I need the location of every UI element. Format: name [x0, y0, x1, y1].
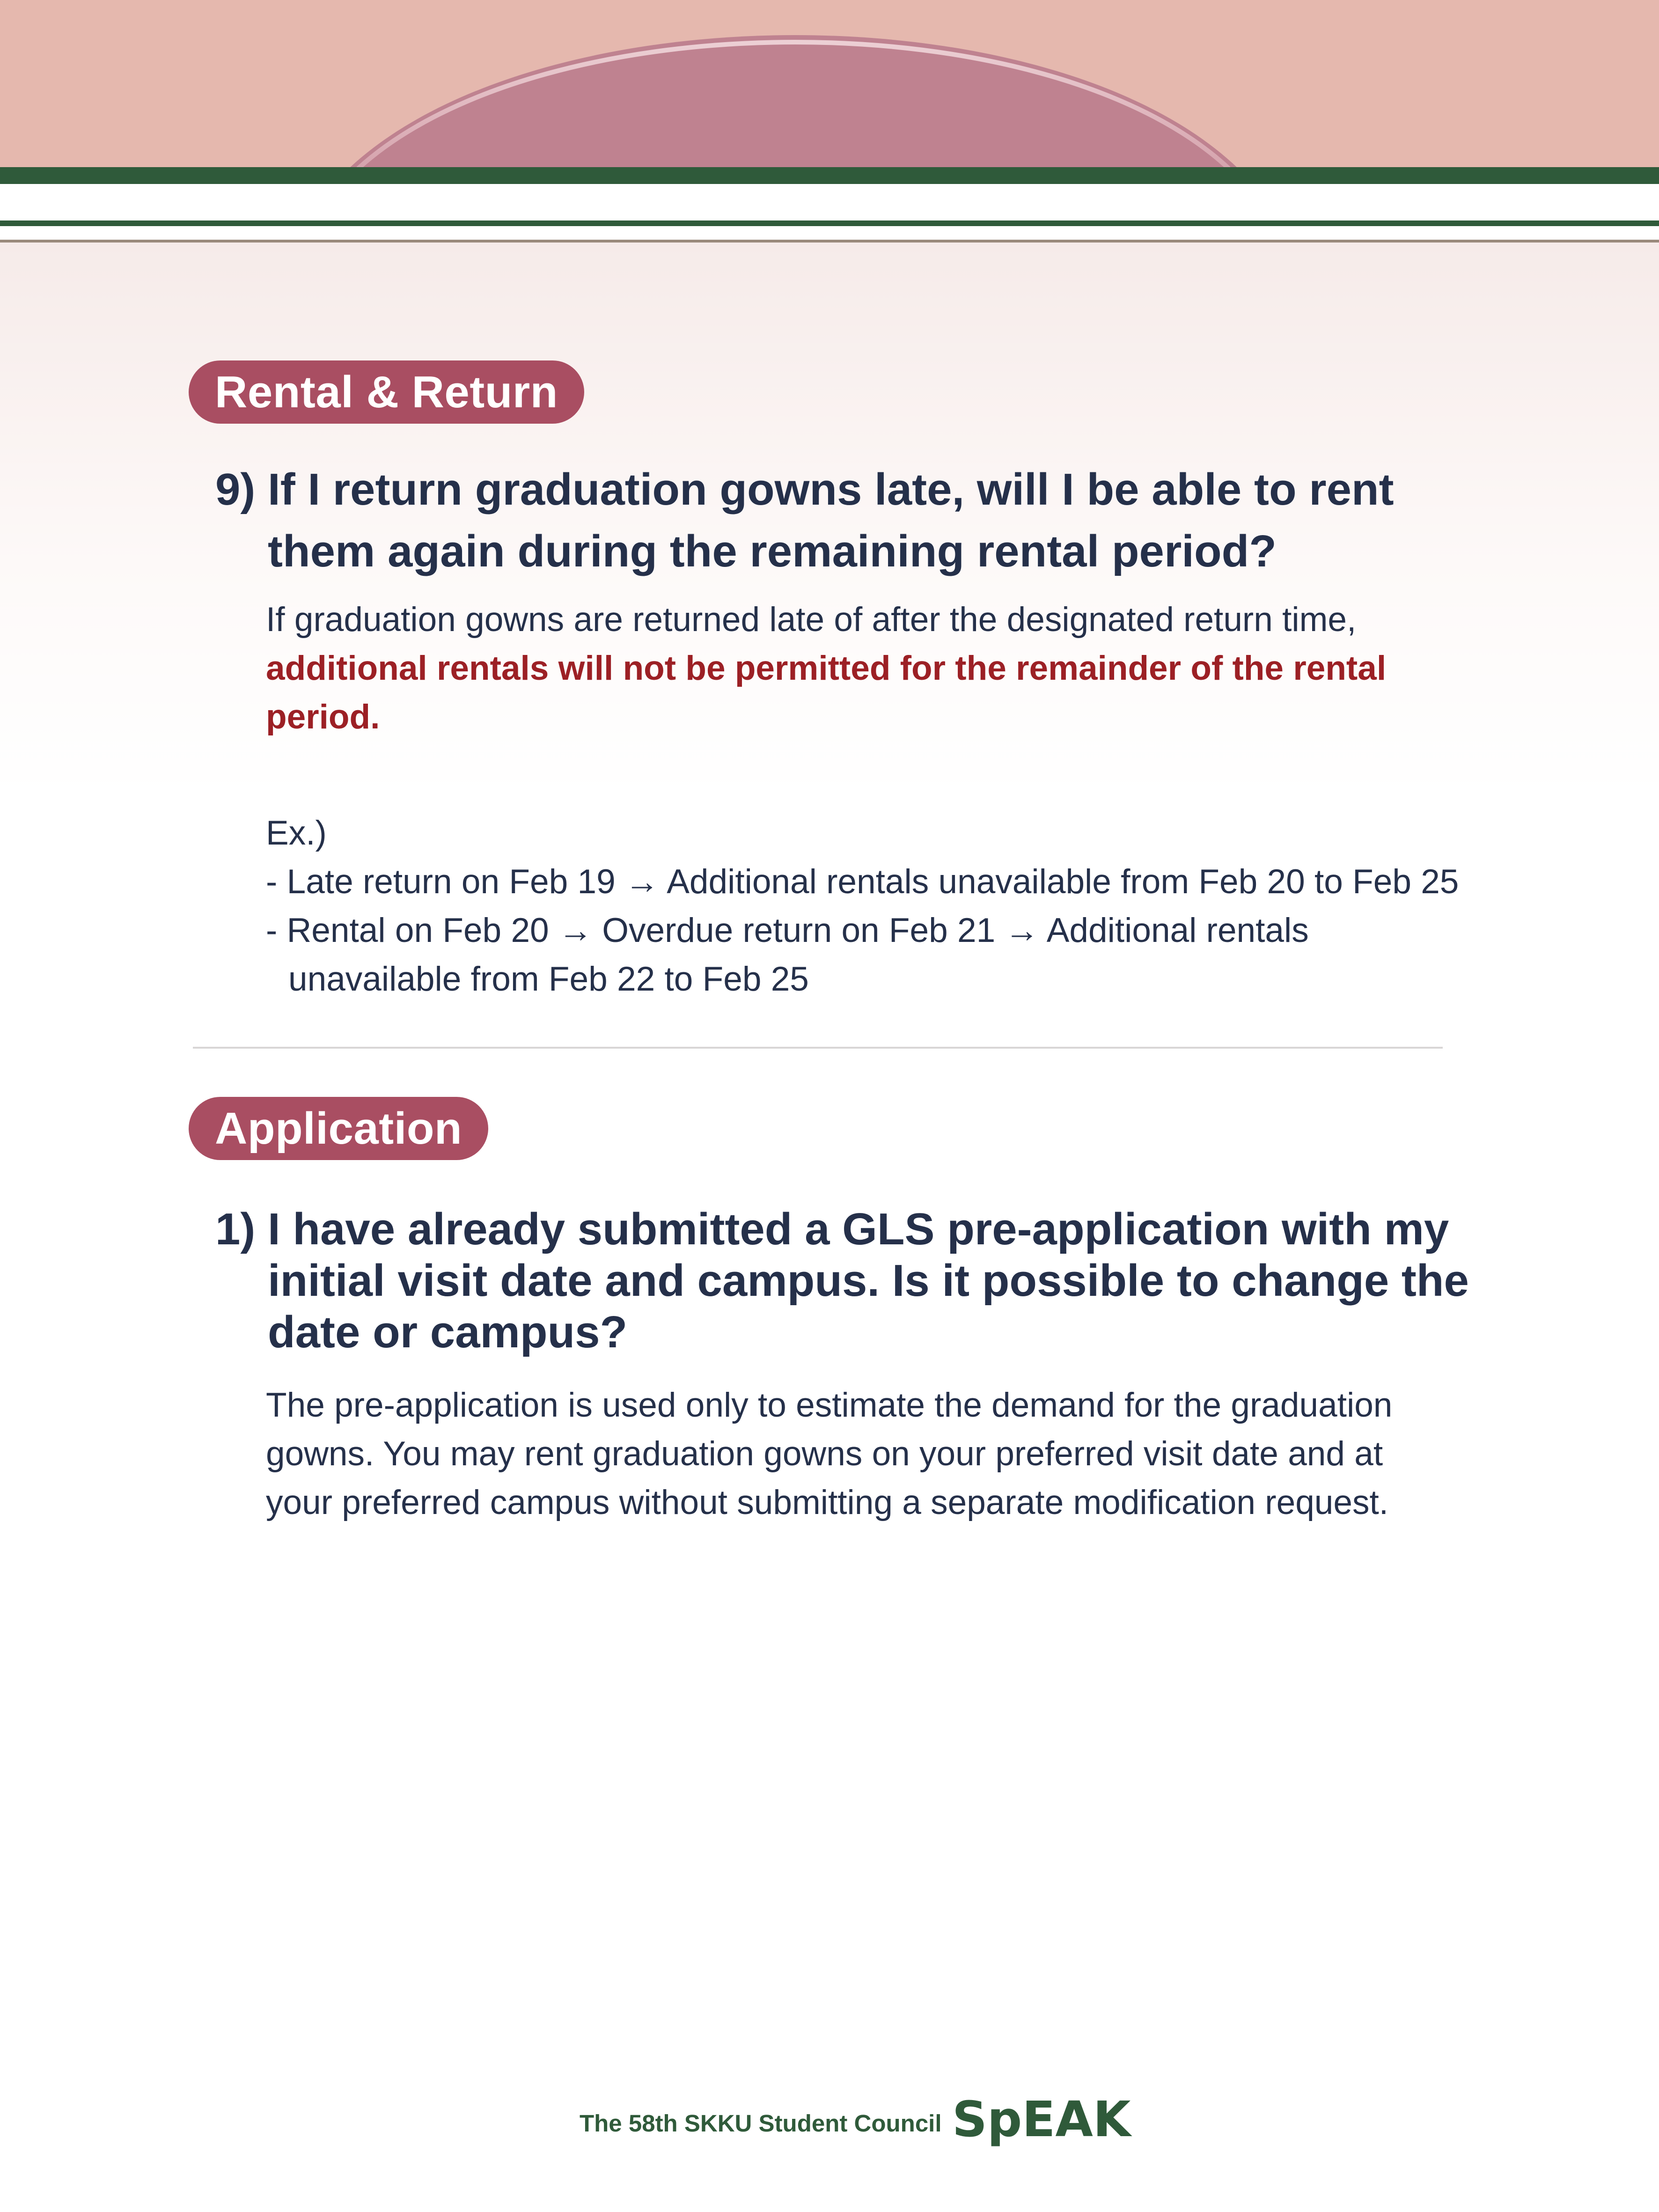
- header-stripe-mid: [0, 220, 1659, 226]
- question-line: 9) If I return graduation gowns late, will I be able to rent: [215, 464, 1394, 514]
- question-line: 1) I have already submitted a GLS pre-application with my: [215, 1204, 1449, 1254]
- example-item: - Late return on Feb 19 → Additional rentals unavailable from Feb 20 to Feb 25: [266, 863, 1459, 901]
- example-item-continuation: unavailable from Feb 22 to Feb 25: [288, 960, 809, 998]
- header-arc-graphic: [0, 0, 1659, 169]
- question-line: initial visit date and campus. Is it possible to change the: [268, 1256, 1469, 1306]
- header-stripe-white: [0, 184, 1659, 220]
- answer-line: If graduation gowns are returned late of after the designated return time,: [266, 601, 1357, 639]
- answer-line: your preferred campus without submitting a separate modification request.: [266, 1484, 1389, 1521]
- faq-question-1: [215, 1204, 1503, 1358]
- footer: [580, 2090, 1130, 2156]
- section-divider: [193, 1047, 1443, 1049]
- question-line: them again during the remaining rental period?: [268, 526, 1277, 576]
- section-label-rental-return: Rental & Return: [189, 360, 584, 424]
- answer-line: The pre-application is used only to estimate the demand for the graduation: [266, 1386, 1393, 1424]
- header-banner: [0, 0, 1659, 169]
- example-heading: Ex.): [266, 814, 327, 852]
- speak-logo-text: SpEAK: [952, 2091, 1130, 2148]
- section-label-application: Application: [189, 1097, 488, 1160]
- faq-answer-1: [266, 1381, 1530, 1527]
- answer-line: gowns. You may rent graduation gowns on your preferred visit date and at: [266, 1435, 1383, 1473]
- speak-logo: [952, 2090, 1130, 2156]
- answer-highlight-line: period.: [266, 698, 380, 736]
- header-stripe-gap: [0, 226, 1659, 240]
- arc-shape: [349, 35, 1238, 169]
- header-stripe-thin: [0, 240, 1659, 243]
- header-stripe-thick: [0, 167, 1659, 184]
- faq-answer-9: [266, 595, 1530, 742]
- question-line: date or campus?: [268, 1307, 628, 1357]
- example-block: [266, 809, 1530, 1004]
- example-item: - Rental on Feb 20 → Overdue return on Feb 21 → Additional rentals: [266, 911, 1309, 949]
- answer-highlight-line: additional rentals will not be permitted for the remainder of the rental: [266, 649, 1387, 687]
- faq-question-9: [215, 459, 1503, 582]
- footer-council-name: The 58th SKKU Student Council: [580, 2109, 942, 2137]
